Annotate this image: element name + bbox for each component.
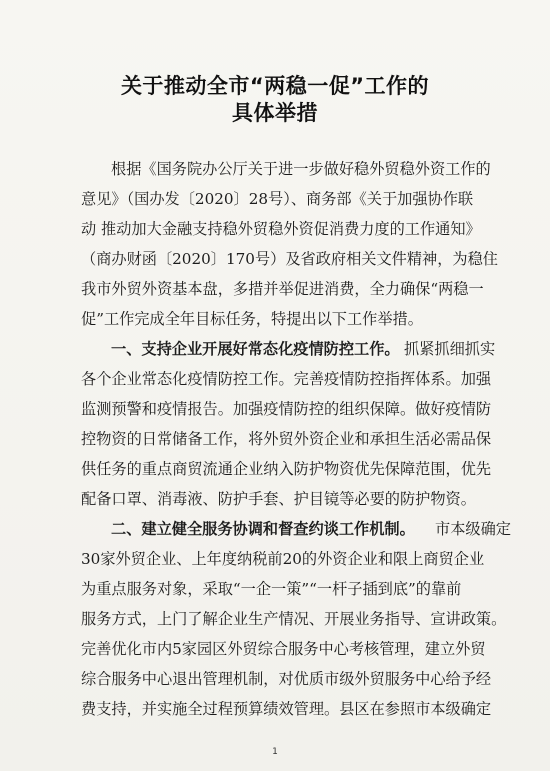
page-number: 1 xyxy=(272,747,278,757)
paragraph-line xyxy=(0,573,550,605)
text-run: 供任务的重点商贸流通企业纳入防护物资优先保障范围，优先 xyxy=(81,460,492,478)
text-run: （商办财函〔2020〕170号）及省政府相关文件精神，为稳住 xyxy=(81,250,498,268)
paragraph-line xyxy=(0,633,550,665)
section-heading-2: 二、建立健全服务协调和督查约谈工作机制。 xyxy=(111,520,415,538)
text-run: 监测预警和疫情报告。加强疫情防控的组织保障。做好疫情防 xyxy=(81,400,492,418)
text-run: 控物资的日常储备工作，将外贸外资企业和承担生活必需品保 xyxy=(81,430,492,448)
text-run: 市本级确定 xyxy=(435,520,511,538)
text-run: 抓紧抓细抓实 xyxy=(404,340,496,358)
text-run: 根据《国务院办公厅关于进一步做好稳外贸稳外资工作的 xyxy=(111,160,491,178)
text-run: 动 推动加大金融支持稳外贸稳外资促消费力度的工作通知》 xyxy=(81,220,481,238)
text-run: 为重点服务对象，采取“一企一策”“一杆子插到底”的靠前 xyxy=(81,580,462,598)
paragraph-line xyxy=(0,693,550,725)
paragraph-line xyxy=(0,603,550,635)
text-run: 我市外贸外资基本盘，多措并举促进消费，全力确保“两稳一 xyxy=(81,280,484,298)
paragraph-line xyxy=(0,153,550,185)
paragraph-line xyxy=(0,243,550,275)
paragraph-line xyxy=(0,393,550,425)
document-title-line-1: 关于推动全市“两稳一促”工作的 xyxy=(120,74,430,98)
text-run: 各个企业常态化疫情防控工作。完善疫情防控指挥体系。加强 xyxy=(81,370,492,388)
paragraph-line xyxy=(0,513,550,545)
paragraph-line xyxy=(0,483,550,515)
text-run: 完善优化市内5家园区外贸综合服务中心考核管理，建立外贸 xyxy=(81,640,486,658)
document-title-line-2: 具体举措 xyxy=(232,101,318,125)
paragraph-line xyxy=(0,543,550,575)
text-run: 服务方式，上门了解企业生产情况、开展业务指导、宣讲政策。 xyxy=(81,610,507,628)
paragraph-line xyxy=(0,213,550,245)
paragraph-line xyxy=(0,423,550,455)
paragraph-line xyxy=(0,183,550,215)
text-run: 综合服务中心退出管理机制，对优质市级外贸服务中心给予经 xyxy=(81,670,492,688)
text-run: 配备口罩、消毒液、防护手套、护目镜等必要的防护物资。 xyxy=(81,490,476,508)
paragraph-line xyxy=(0,363,550,395)
paragraph-line xyxy=(0,333,550,365)
paragraph-line xyxy=(0,663,550,695)
paragraph-line xyxy=(0,273,550,305)
paragraph-line xyxy=(0,453,550,485)
text-run: 费支持，并实施全过程预算绩效管理。县区在参照市本级确定 xyxy=(81,700,492,718)
paragraph-line xyxy=(0,303,550,335)
text-run: 30家外贸企业、上年度纳税前20的外资企业和限上商贸企业 xyxy=(81,550,485,568)
text-run: 意见》（国办发〔2020〕28号）、商务部《关于加强协作联 xyxy=(81,190,474,208)
text-run: 促”工作完成全年目标任务，特提出以下工作举措。 xyxy=(81,310,423,328)
section-heading-1: 一、支持企业开展好常态化疫情防控工作。 xyxy=(111,340,400,358)
